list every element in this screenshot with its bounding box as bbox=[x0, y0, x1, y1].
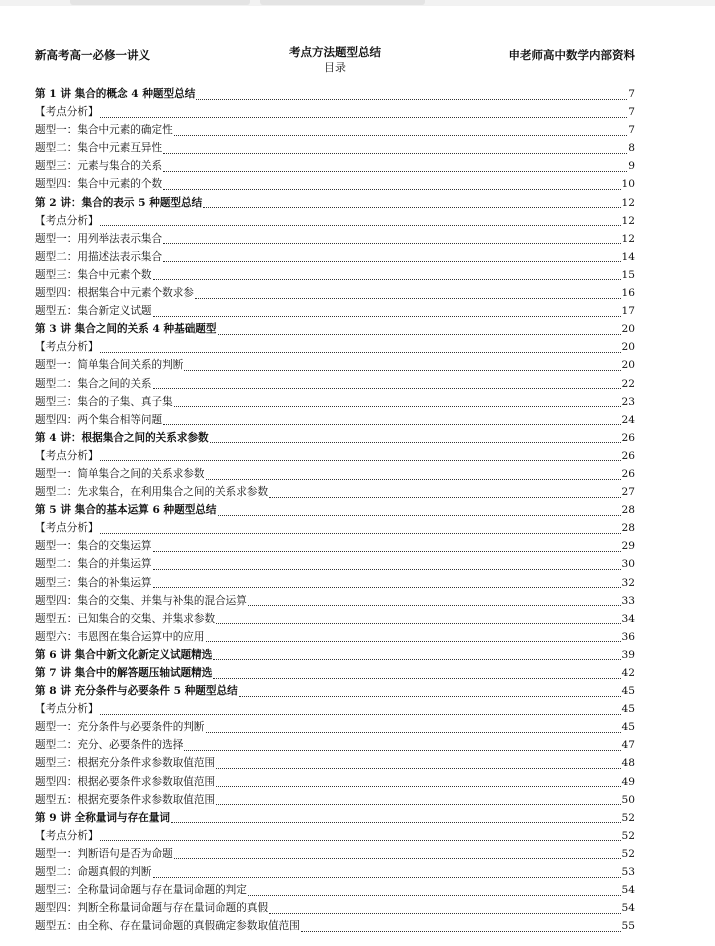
toc-item-entry[interactable] bbox=[35, 285, 635, 303]
toc-entry-title: 题型一：简单集合之间的关系求参数 bbox=[35, 467, 205, 480]
dot-leader bbox=[301, 931, 621, 932]
dot-leader bbox=[206, 479, 621, 480]
toc-entry-title: 题型三：全称量词命题与存在量词命题的判定 bbox=[35, 884, 247, 897]
dot-leader bbox=[248, 605, 621, 606]
toc-page-number: 9 bbox=[628, 160, 635, 173]
dot-leader bbox=[210, 442, 621, 443]
toc-entry-title: 题型五：已知集合的交集、并集求参数 bbox=[35, 612, 216, 625]
toc-page-number: 7 bbox=[628, 106, 635, 119]
toc-item-entry[interactable] bbox=[35, 339, 635, 357]
toc-page-number: 30 bbox=[621, 558, 635, 571]
toc-entry-title: 【考点分析】 bbox=[35, 449, 99, 462]
toc-page-number: 12 bbox=[621, 232, 635, 245]
dot-leader bbox=[196, 99, 627, 100]
toc-item-entry[interactable] bbox=[35, 158, 635, 176]
toc-entry-title: 【考点分析】 bbox=[35, 341, 99, 354]
toc-page-number: 26 bbox=[621, 467, 635, 480]
dot-leader bbox=[213, 659, 620, 660]
toc-item-entry[interactable] bbox=[35, 792, 635, 810]
toc-entry-title: 题型三：根据充分条件求参数取值范围 bbox=[35, 757, 216, 770]
dot-leader bbox=[163, 189, 620, 190]
toc-page-number: 47 bbox=[621, 739, 635, 752]
dot-leader bbox=[100, 225, 621, 226]
toc-chapter-entry[interactable] bbox=[35, 86, 635, 104]
toc-entry-title: 题型二：命题真假的判断 bbox=[35, 866, 152, 879]
toc-page-number: 53 bbox=[621, 866, 635, 879]
toc-page-number: 24 bbox=[621, 413, 635, 426]
dot-leader bbox=[174, 858, 621, 859]
toc-item-entry[interactable] bbox=[35, 737, 635, 755]
toc-entry-title: 题型一：简单集合间关系的判断 bbox=[35, 359, 184, 372]
toc-page-number: 20 bbox=[621, 359, 635, 372]
toc-page-number: 45 bbox=[621, 685, 635, 698]
toc-chapter-entry[interactable] bbox=[35, 647, 635, 665]
toc-page-number: 16 bbox=[621, 287, 635, 300]
toc-item-entry[interactable] bbox=[35, 846, 635, 864]
toc-page-number: 28 bbox=[621, 522, 635, 535]
toc-item-entry[interactable] bbox=[35, 900, 635, 918]
dot-leader bbox=[163, 153, 627, 154]
toc-chapter-entry[interactable] bbox=[35, 810, 635, 828]
dot-leader bbox=[153, 877, 621, 878]
toc-page-number: 20 bbox=[621, 323, 635, 336]
toc-page-number: 8 bbox=[628, 142, 635, 155]
toc-page-number: 7 bbox=[628, 124, 635, 137]
toc-entry-title: 第 2 讲：集合的表示 5 种题型总结 bbox=[35, 196, 203, 209]
toc-entry-title: 题型一：用列举法表示集合 bbox=[35, 232, 163, 245]
toc-entry-title: 【考点分析】 bbox=[35, 829, 99, 842]
dot-leader bbox=[163, 261, 620, 262]
toc-entry-title: 第 7 讲 集合中的解答题压轴试题精选 bbox=[35, 667, 213, 679]
dot-leader bbox=[153, 587, 621, 588]
toc-item-entry[interactable] bbox=[35, 412, 635, 430]
dot-leader bbox=[195, 298, 621, 299]
toc-chapter-entry[interactable] bbox=[35, 683, 635, 701]
toc-item-entry[interactable] bbox=[35, 140, 635, 158]
toc-item-entry[interactable] bbox=[35, 611, 635, 629]
toc-chapter-entry[interactable] bbox=[35, 430, 635, 448]
dot-leader bbox=[153, 279, 621, 280]
toc-entry-title: 题型四：根据必要条件求参数取值范围 bbox=[35, 775, 216, 788]
toc-page-number: 50 bbox=[621, 793, 635, 806]
dot-leader bbox=[174, 406, 621, 407]
dot-leader bbox=[248, 895, 621, 896]
toc-item-entry[interactable] bbox=[35, 520, 635, 538]
toc-item-entry[interactable] bbox=[35, 774, 635, 792]
dot-leader bbox=[100, 460, 621, 461]
dot-leader bbox=[206, 732, 621, 733]
dot-leader bbox=[100, 352, 621, 353]
toc-item-entry[interactable] bbox=[35, 538, 635, 556]
toc-entry-title: 第 8 讲 充分条件与必要条件 5 种题型总结 bbox=[35, 685, 238, 698]
toc-item-entry[interactable] bbox=[35, 376, 635, 394]
dot-leader bbox=[216, 804, 620, 805]
toc-item-entry[interactable] bbox=[35, 918, 635, 936]
dot-leader bbox=[174, 135, 628, 136]
toc-item-entry[interactable] bbox=[35, 104, 635, 122]
toc-page-number: 20 bbox=[621, 341, 635, 354]
dot-leader bbox=[239, 696, 621, 697]
toc-page-number: 22 bbox=[621, 377, 635, 390]
toc-chapter-entry[interactable] bbox=[35, 321, 635, 339]
toc-entry-title: 题型一：集合中元素的确定性 bbox=[35, 124, 173, 137]
toc-entry-title: 第 5 讲 集合的基本运算 6 种题型总结 bbox=[35, 504, 217, 517]
toc-entry-title: 题型二：集合的并集运算 bbox=[35, 558, 152, 571]
toc-entry-title: 题型一：判断语句是否为命题 bbox=[35, 847, 173, 860]
browser-top-strip bbox=[0, 0, 715, 6]
toc-page-number: 26 bbox=[621, 449, 635, 462]
toc-item-entry[interactable] bbox=[35, 575, 635, 593]
toc-page-number: 17 bbox=[621, 305, 635, 318]
toc-item-entry[interactable] bbox=[35, 303, 635, 321]
header-right-title: 申老师高中数学内部资料 bbox=[508, 48, 635, 62]
dot-leader bbox=[153, 551, 621, 552]
toc-chapter-entry[interactable] bbox=[35, 502, 635, 520]
toc-entry-title: 题型四：集合中元素的个数 bbox=[35, 178, 163, 191]
toc-page-number: 33 bbox=[621, 594, 635, 607]
toc-page-number: 12 bbox=[621, 196, 635, 209]
toc-page-number: 54 bbox=[621, 902, 635, 915]
dot-leader bbox=[163, 243, 620, 244]
toc-page-number: 7 bbox=[628, 88, 635, 100]
dot-leader bbox=[153, 388, 621, 389]
dot-leader bbox=[163, 171, 627, 172]
toc-item-entry[interactable] bbox=[35, 629, 635, 647]
toc-page-number: 29 bbox=[621, 540, 635, 553]
toc-entry-title: 题型三：集合中元素个数 bbox=[35, 268, 152, 281]
toc-entry-title: 题型二：先求集合，在利用集合之间的关系求参数 bbox=[35, 486, 269, 499]
dot-leader bbox=[171, 822, 621, 823]
toc-page-number: 45 bbox=[621, 721, 635, 734]
toc-entry-title: 题型三：元素与集合的关系 bbox=[35, 160, 163, 173]
toc-entry-title: 【考点分析】 bbox=[35, 106, 99, 119]
toc-entry-title: 题型二：集合中元素互异性 bbox=[35, 142, 163, 155]
dot-leader bbox=[216, 623, 620, 624]
toc-entry-title: 题型三：集合的补集运算 bbox=[35, 576, 152, 589]
toc-item-entry[interactable] bbox=[35, 593, 635, 611]
toc-item-entry[interactable] bbox=[35, 267, 635, 285]
toc-entry-title: 题型二：用描述法表示集合 bbox=[35, 250, 163, 263]
toc-item-entry[interactable] bbox=[35, 448, 635, 466]
toc-page-number: 34 bbox=[621, 612, 635, 625]
toc-item-entry[interactable] bbox=[35, 122, 635, 140]
toc-item-entry[interactable] bbox=[35, 484, 635, 502]
toc-entry-title: 第 9 讲 全称量词与存在量词 bbox=[35, 811, 170, 824]
toc-page-number: 54 bbox=[621, 884, 635, 897]
toc-entry-title: 题型四：集合的交集、并集与补集的混合运算 bbox=[35, 594, 247, 607]
dot-leader bbox=[218, 515, 621, 516]
toc-entry-title: 【考点分析】 bbox=[35, 522, 99, 535]
dot-leader bbox=[269, 913, 620, 914]
toc-page-number: 32 bbox=[621, 576, 635, 589]
toc-page-number: 14 bbox=[621, 250, 635, 263]
toc-page-number: 23 bbox=[621, 395, 635, 408]
document-page bbox=[35, 44, 635, 933]
dot-leader bbox=[100, 117, 628, 118]
toc-page-number: 15 bbox=[621, 268, 635, 281]
toc-entry-title: 题型二：充分、必要条件的选择 bbox=[35, 739, 184, 752]
toc-page-number: 52 bbox=[621, 847, 635, 860]
toc-entry-title: 题型二：集合之间的关系 bbox=[35, 377, 152, 390]
toc-entry-title: 题型一：充分条件与必要条件的判断 bbox=[35, 721, 205, 734]
table-of-contents bbox=[35, 86, 635, 936]
toc-chapter-entry[interactable] bbox=[35, 195, 635, 213]
toc-page-number: 45 bbox=[621, 703, 635, 716]
toc-item-entry[interactable] bbox=[35, 719, 635, 737]
toc-page-number: 12 bbox=[621, 214, 635, 227]
toc-item-entry[interactable] bbox=[35, 357, 635, 375]
toc-item-entry[interactable] bbox=[35, 556, 635, 574]
toc-entry-title: 第 1 讲 集合的概念 4 种题型总结 bbox=[35, 88, 196, 100]
toc-page-number: 36 bbox=[621, 630, 635, 643]
toc-entry-title: 第 4 讲：根据集合之间的关系求参数 bbox=[35, 431, 209, 444]
toc-item-entry[interactable] bbox=[35, 176, 635, 194]
toc-entry-title: 【考点分析】 bbox=[35, 214, 99, 227]
header-left-title: 新高考高一必修一讲义 bbox=[35, 48, 150, 62]
toc-entry-title: 题型四：两个集合相等问题 bbox=[35, 413, 163, 426]
dot-leader bbox=[184, 370, 620, 371]
toc-page-number: 27 bbox=[621, 486, 635, 499]
toc-page-number: 42 bbox=[621, 667, 635, 679]
toc-entry-title: 题型六：韦恩图在集合运算中的应用 bbox=[35, 630, 205, 643]
dot-leader bbox=[203, 207, 620, 208]
toc-entry-title: 题型四：判断全称量词命题与存在量词命题的真假 bbox=[35, 902, 269, 915]
toc-page-number: 28 bbox=[621, 504, 635, 517]
toc-item-entry[interactable] bbox=[35, 231, 635, 249]
toc-chapter-entry[interactable] bbox=[35, 665, 635, 683]
header-center-title: 考点方法题型总结 bbox=[289, 45, 381, 59]
toc-item-entry[interactable] bbox=[35, 213, 635, 231]
toc-item-entry[interactable] bbox=[35, 864, 635, 882]
page-header bbox=[35, 44, 635, 84]
dot-leader bbox=[216, 786, 620, 787]
toc-page-number: 48 bbox=[621, 757, 635, 770]
dot-leader bbox=[184, 750, 620, 751]
toc-page-number: 55 bbox=[621, 920, 635, 933]
toc-entry-title: 题型三：集合的子集、真子集 bbox=[35, 395, 173, 408]
dot-leader bbox=[206, 641, 621, 642]
dot-leader bbox=[100, 533, 621, 534]
toc-item-entry[interactable] bbox=[35, 394, 635, 412]
dot-leader bbox=[213, 678, 620, 679]
dot-leader bbox=[153, 316, 621, 317]
toc-entry-title: 【考点分析】 bbox=[35, 703, 99, 716]
toc-item-entry[interactable] bbox=[35, 755, 635, 773]
toc-item-entry[interactable] bbox=[35, 828, 635, 846]
dot-leader bbox=[216, 768, 620, 769]
dot-leader bbox=[100, 714, 621, 715]
toc-page-number: 52 bbox=[621, 829, 635, 842]
toc-entry-title: 题型一：集合的交集运算 bbox=[35, 540, 152, 553]
toc-page-number: 39 bbox=[621, 648, 635, 661]
toc-item-entry[interactable] bbox=[35, 882, 635, 900]
toc-item-entry[interactable] bbox=[35, 249, 635, 267]
dot-leader bbox=[153, 569, 621, 570]
toc-item-entry[interactable] bbox=[35, 466, 635, 484]
dot-leader bbox=[269, 497, 620, 498]
toc-entry-title: 题型五：由全称、存在量词命题的真假确定参数取值范围 bbox=[35, 920, 300, 933]
dot-leader bbox=[100, 840, 621, 841]
toc-page-number: 49 bbox=[621, 775, 635, 788]
toc-heading: 目录 bbox=[324, 61, 346, 74]
toc-entry-title: 第 3 讲 集合之间的关系 4 种基础题型 bbox=[35, 323, 217, 336]
dot-leader bbox=[218, 334, 621, 335]
toc-item-entry[interactable] bbox=[35, 701, 635, 719]
toc-page-number: 26 bbox=[621, 431, 635, 444]
toc-page-number: 10 bbox=[621, 178, 635, 191]
dot-leader bbox=[163, 424, 620, 425]
tab-placeholder bbox=[260, 0, 425, 5]
tab-placeholder bbox=[70, 0, 250, 5]
toc-page-number: 52 bbox=[621, 811, 635, 824]
toc-entry-title: 题型四：根据集合中元素个数求参 bbox=[35, 287, 194, 300]
toc-entry-title: 第 6 讲 集合中新文化新定义试题精选 bbox=[35, 648, 213, 661]
toc-entry-title: 题型五：根据充要条件求参数取值范围 bbox=[35, 793, 216, 806]
toc-entry-title: 题型五：集合新定义试题 bbox=[35, 305, 152, 318]
